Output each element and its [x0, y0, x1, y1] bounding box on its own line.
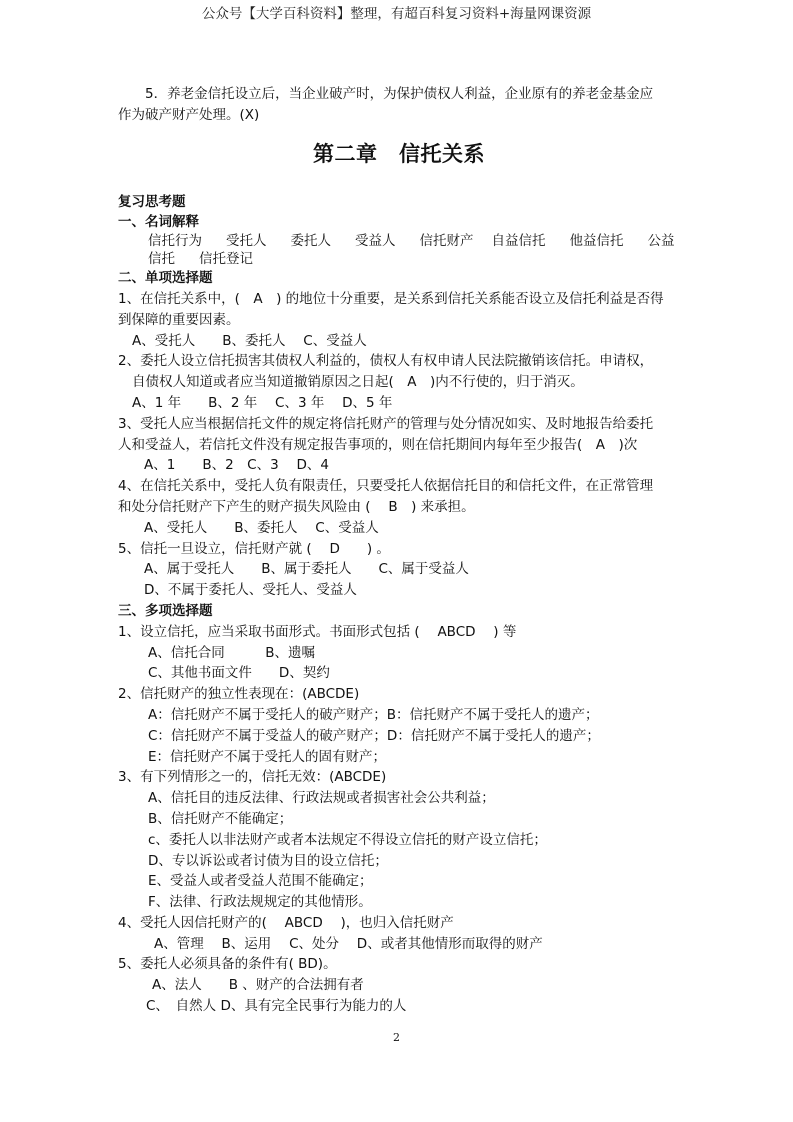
section2-heading: 二、单项选择题 [118, 270, 213, 287]
s2-q4-line-2: 和处分信托财产下产生的财产损失风险由 ( B ) 来承担。 [118, 498, 475, 515]
intro-line-1: 5．养老金信托设立后，当企业破产时，为保护债权人利益，企业原有的养老金基金应 [118, 86, 654, 102]
document-body [118, 84, 680, 1017]
s2-q3-line-2: 人和受益人，若信托文件没有规定报告事项的，则在信托期间内每年至少报告( A )次 [118, 436, 638, 453]
s3-q1: 1、设立信托，应当采取书面形式。书面形式包括 ( ABCD ) 等 [118, 623, 517, 640]
s2-q2-line-1: 2、委托人设立信托损害其债权人利益的，债权人有权申请人民法院撤销该信托。申请权， [118, 353, 654, 370]
term: 委托人 [290, 233, 331, 250]
s2-q2-options: A、1 年 B、2 年 C、3 年 D、5 年 [132, 394, 393, 411]
page-header: 公众号【大学百科资料】整理，有超百科复习资料+海量网课资源 [201, 6, 592, 22]
s3-q2-a: A：信托财产不属于受托人的破产财产；B：信托财产不属于受托人的遗产； [148, 706, 599, 723]
intro-line-2: 作为破产财产处理。(X) [118, 106, 260, 123]
s2-q5-options-2: D、不属于委托人、受托人、受益人 [144, 582, 357, 599]
terms-line-1 [118, 233, 680, 251]
s3-q5-options-2: C、 自然人 D、具有完全民事行为能力的人 [146, 998, 407, 1015]
s2-q4-options: A、受托人 B、委托人 C、受益人 [144, 519, 379, 536]
s2-q5-options-1: A、属于受托人 B、属于委托人 C、属于受益人 [144, 561, 469, 578]
s2-q3-options: A、1 B、2 C、3 D、4 [144, 457, 329, 474]
term: 公益 [647, 233, 675, 250]
terms-line-2 [118, 251, 680, 269]
term: 信托 [148, 250, 175, 267]
s3-q4: 4、受托人因信托财产的( ABCD )，也归入信托财产 [118, 914, 454, 931]
s3-q3: 3、有下列情形之一的，信托无效：(ABCDE) [118, 769, 387, 786]
chapter-title: 第二章 信托关系 [313, 141, 485, 166]
s2-q1-line-1: 1、在信托关系中，( A ) 的地位十分重要，是关系到信托关系能否设立及信托利益是否得 [118, 290, 664, 307]
s3-q1-options-1: A、信托合同 B、遗嘱 [148, 644, 315, 661]
s2-q4-line-1: 4、在信托关系中，受托人负有限责任，只要受托人依据信托目的和信托文件，在正常管理 [118, 478, 654, 495]
s3-q3-c: c、委托人以非法财产或者本法规定不得设立信托的财产设立信托； [148, 831, 547, 848]
section3-heading: 三、多项选择题 [118, 602, 213, 619]
term: 信托行为 [148, 233, 202, 250]
s2-q1-line-2: 到保障的重要因素。 [118, 311, 240, 328]
s3-q3-f: F、法律、行政法规规定的其他情形。 [148, 894, 372, 911]
s2-q3-line-1: 3、受托人应当根据信托文件的规定将信托财产的管理与处分情况如实、及时地报告给委托 [118, 415, 654, 432]
s2-q1-options: A、受托人 B、委托人 C、受益人 [132, 332, 367, 349]
page-number: 2 [393, 1031, 400, 1044]
term: 信托登记 [199, 250, 253, 267]
term: 受托人 [226, 233, 267, 250]
term: 自益信托 [491, 233, 546, 250]
s3-q1-options-2: C、其他书面文件 D、契约 [148, 665, 330, 682]
s3-q2-e: E：信托财产不属于受托人的固有财产； [148, 748, 387, 765]
s3-q4-options: A、管理 B、运用 C、处分 D、或者其他情形而取得的财产 [154, 935, 543, 952]
s3-q3-d: D、专以诉讼或者讨债为目的设立信托； [148, 852, 388, 869]
s2-q5: 5、信托一旦设立，信托财产就 ( D ) 。 [118, 540, 390, 557]
section1-heading: 一、名词解释 [118, 214, 199, 231]
s3-q5-options-1: A、法人 B 、财产的合法拥有者 [152, 977, 364, 994]
term: 信托财产 [419, 233, 474, 250]
s3-q3-b: B、信托财产不能确定； [148, 810, 293, 827]
term: 受益人 [355, 233, 396, 250]
s3-q3-a: A、信托目的违反法律、行政法规或者损害社会公共利益； [148, 790, 495, 807]
term: 他益信托 [569, 233, 624, 250]
s3-q3-e: E、受益人或者受益人范围不能确定； [148, 873, 373, 890]
review-heading: 复习思考题 [118, 193, 186, 210]
s3-q2: 2、信托财产的独立性表现在：(ABCDE) [118, 686, 360, 703]
s2-q2-line-2: 自债权人知道或者应当知道撤销原因之日起( A )内不行使的，归于消灭。 [132, 374, 584, 391]
s3-q5: 5、委托人必须具备的条件有( BD)。 [118, 956, 337, 973]
s3-q2-c: C：信托财产不属于受益人的破产财产；D：信托财产不属于受托人的遗产； [148, 727, 600, 744]
